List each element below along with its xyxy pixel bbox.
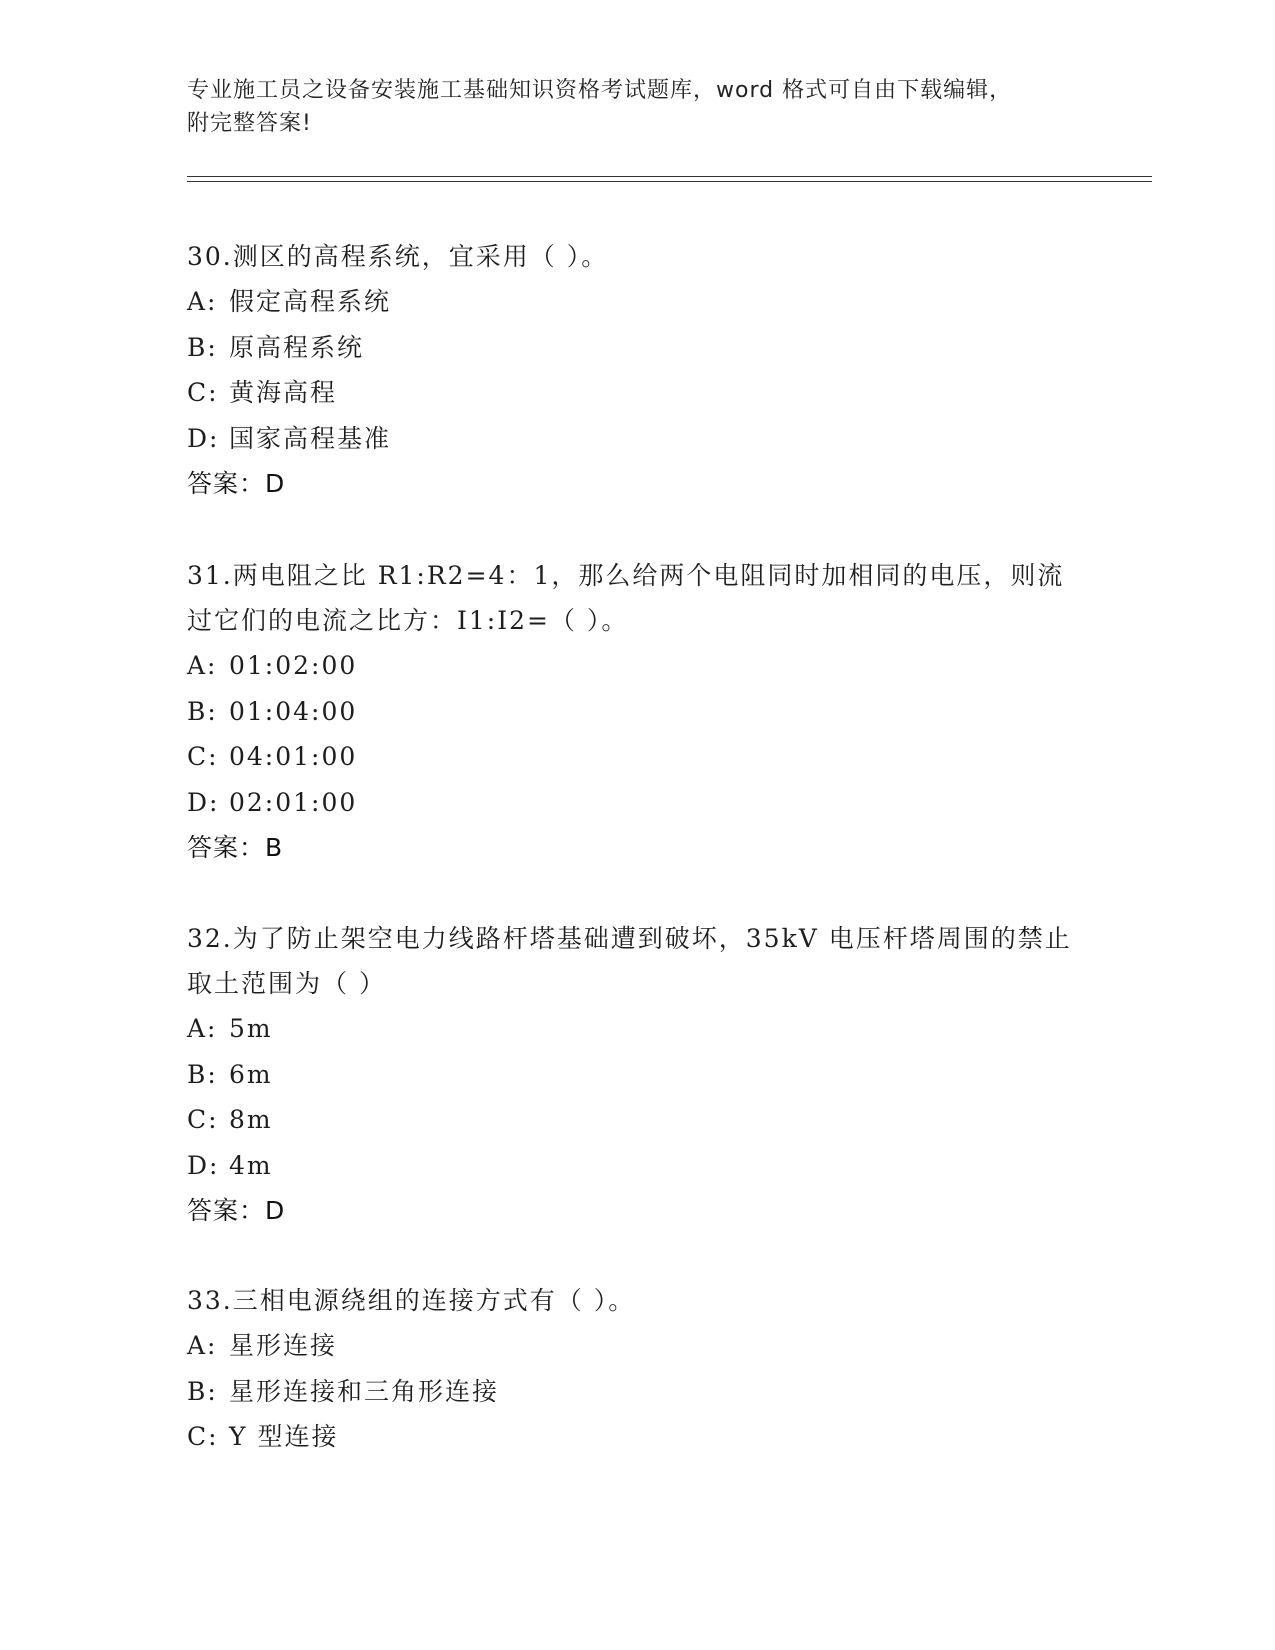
- option-text: 01:02:00: [229, 651, 358, 680]
- option-letter: D:: [187, 787, 220, 817]
- option-letter: C:: [187, 378, 219, 407]
- option-c: [187, 370, 1087, 416]
- question-text: 30.测区的高程系统，宜采用（ ）。: [187, 242, 609, 271]
- option-a: [187, 279, 1087, 325]
- header-divider-top: [187, 176, 1152, 177]
- option-b: [187, 325, 1087, 371]
- option-a: [187, 1323, 1087, 1369]
- option-b: [187, 689, 1087, 735]
- option-text: 国家高程基准: [229, 423, 392, 453]
- option-d: [187, 780, 1087, 826]
- option-text: 6m: [229, 1059, 273, 1089]
- question-text: 33.三相电源绕组的连接方式有（ ）。: [187, 1286, 636, 1315]
- option-text: 8m: [229, 1105, 273, 1134]
- option-letter: B:: [187, 1376, 218, 1406]
- option-c: [187, 1097, 1087, 1143]
- question-32: [187, 916, 1087, 1233]
- option-letter: A:: [187, 287, 218, 316]
- option-letter: A:: [187, 651, 218, 680]
- option-a: [187, 643, 1087, 689]
- option-text: 02:01:00: [229, 787, 358, 817]
- option-c: [187, 734, 1087, 780]
- option-text: Y 型连接: [229, 1422, 339, 1451]
- option-letter: C:: [187, 1105, 219, 1134]
- option-letter: D:: [187, 1150, 220, 1180]
- option-b: [187, 1369, 1087, 1415]
- document-header: [187, 74, 1087, 140]
- option-text: 04:01:00: [229, 742, 358, 771]
- question-31: [187, 553, 1087, 870]
- answer-label: 答案：D: [187, 1196, 286, 1225]
- option-text: 原高程系统: [229, 332, 365, 362]
- answer-label: 答案：D: [187, 469, 286, 498]
- question-33: [187, 1278, 1087, 1460]
- option-letter: A:: [187, 1331, 218, 1360]
- header-line-1: 专业施工员之设备安装施工基础知识资格考试题库，word 格式可自由下载编辑，: [187, 78, 1013, 103]
- header-line-2: 附完整答案!: [187, 111, 312, 136]
- answer-label: 答案：B: [187, 833, 284, 862]
- option-c: [187, 1414, 1087, 1460]
- option-letter: D:: [187, 423, 220, 453]
- option-letter: C:: [187, 742, 219, 771]
- option-text: 4m: [229, 1150, 273, 1180]
- question-text: 32.为了防止架空电力线路杆塔基础遭到破坏，35kV 电压杆塔周围的禁止取土范围为（ ）: [187, 924, 1072, 998]
- option-letter: A:: [187, 1014, 218, 1043]
- option-text: 星形连接: [229, 1331, 338, 1360]
- option-d: [187, 416, 1087, 462]
- option-text: 星形连接和三角形连接: [229, 1376, 500, 1406]
- option-d: [187, 1143, 1087, 1189]
- option-letter: B:: [187, 696, 218, 726]
- option-b: [187, 1052, 1087, 1098]
- option-text: 黄海高程: [229, 378, 338, 407]
- option-text: 5m: [229, 1014, 273, 1043]
- question-30: [187, 234, 1087, 506]
- option-text: 01:04:00: [229, 696, 358, 726]
- option-text: 假定高程系统: [229, 287, 392, 316]
- header-divider-bottom: [187, 181, 1152, 182]
- option-a: [187, 1006, 1087, 1052]
- question-text: 31.两电阻之比 R1:R2=4：1，那么给两个电阻同时加相同的电压，则流过它们的电流之比方：I1:I2=（ ）。: [187, 561, 1065, 635]
- option-letter: C:: [187, 1422, 219, 1451]
- option-letter: B:: [187, 332, 218, 362]
- option-letter: B:: [187, 1059, 218, 1089]
